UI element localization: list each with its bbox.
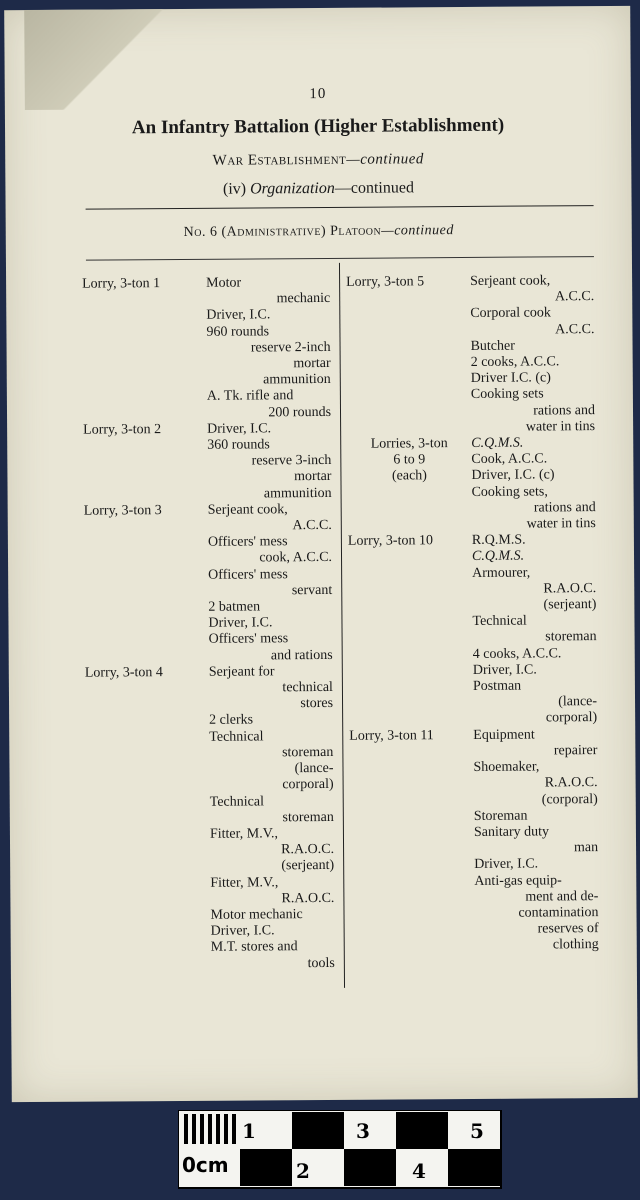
content-line: Motor <box>206 275 242 291</box>
content-item <box>208 599 332 616</box>
content-line: Anti-gas equip- <box>474 872 562 889</box>
page-number: 10 <box>309 85 327 103</box>
content-line: 4 cooks, A.C.C. <box>472 645 562 662</box>
content-line: Driver, I.C. <box>474 856 539 873</box>
content-line: Fitter, M.V., <box>210 874 279 891</box>
content-item <box>208 615 332 632</box>
scale-tick-1: 1 <box>242 1119 256 1143</box>
content-line: Armourer, <box>472 565 531 581</box>
content-line: Serjeant cook, <box>207 502 288 518</box>
content-item <box>211 923 335 940</box>
document-subtitle <box>5 150 631 171</box>
content-line: Butcher <box>470 338 515 354</box>
content-line: ammunition <box>263 485 332 502</box>
left-column <box>82 275 335 973</box>
content-item <box>210 874 334 907</box>
content-line: 200 rounds <box>268 404 332 420</box>
lorry-entry <box>82 275 331 423</box>
scale-block <box>344 1149 396 1186</box>
lorry-label: Lorry, 3-ton 10 <box>347 533 433 550</box>
platoon-heading <box>6 222 632 242</box>
content-item <box>474 856 598 873</box>
content-line: Fitter, M.V., <box>209 826 279 842</box>
content-line: Serjeant for <box>208 664 275 680</box>
content-line: (serjeant) <box>281 858 335 874</box>
platoon-continued: —continued <box>381 223 454 239</box>
lorry-entry <box>347 435 596 534</box>
content-line: A.C.C. <box>555 321 595 337</box>
content-line: Shoemaker, <box>473 759 540 776</box>
column-divider <box>339 263 345 988</box>
content-item <box>210 907 334 924</box>
content-line: mortar <box>293 355 331 372</box>
content-line: A. Tk. rifle and <box>206 388 294 405</box>
content-line: Serjeant cook, <box>470 273 551 289</box>
content-line: 960 rounds <box>206 323 270 340</box>
content-line: storeman <box>282 809 334 825</box>
content-line: 2 clerks <box>209 712 254 729</box>
content-line: reserve 3-inch <box>251 453 332 469</box>
content-item <box>473 759 597 808</box>
content-item <box>211 939 335 972</box>
content-line: 2 cooks, A.C.C. <box>470 354 560 370</box>
scale-block <box>396 1112 448 1149</box>
content-line: ammunition <box>263 372 331 388</box>
scale-block <box>240 1149 292 1186</box>
content-line: Officers' mess <box>208 566 288 583</box>
right-column <box>346 273 599 955</box>
content-item <box>472 484 596 533</box>
content-item <box>472 565 596 614</box>
content-item <box>471 387 595 436</box>
content-line: Sanitary duty <box>473 824 550 840</box>
content-line: mechanic <box>276 291 331 307</box>
content-line: (lance- <box>294 761 334 777</box>
scale-bar <box>178 1110 503 1190</box>
content-item <box>470 305 594 338</box>
content-item <box>209 712 333 729</box>
scale-unit-label: 0cm <box>182 1153 229 1177</box>
lorry-label: Lorries, 3-ton 6 to 9 (each) <box>370 436 448 484</box>
content-line: Motor mechanic <box>210 907 303 923</box>
content-item <box>471 451 595 468</box>
content-line: C.Q.M.S. <box>471 435 524 451</box>
lorry-label: Lorry, 3-ton 2 <box>83 421 162 438</box>
content-item <box>473 678 597 727</box>
lorry-entry <box>348 532 597 728</box>
content-line: Corporal cook <box>470 305 551 322</box>
content-line: mortar <box>294 469 332 485</box>
subtitle-continued: —continued <box>346 151 424 168</box>
scale-tick-5: 5 <box>470 1119 484 1143</box>
content-line: R.A.O.C. <box>281 842 335 858</box>
content-item <box>473 646 597 663</box>
content-line: corporal) <box>282 777 334 793</box>
scale-block <box>448 1149 500 1186</box>
content-line: Equipment <box>473 727 535 743</box>
content-line: Officers' mess <box>208 631 289 648</box>
lorry-contents <box>471 435 596 533</box>
content-item <box>206 307 330 324</box>
lorry-contents <box>208 502 333 665</box>
content-line: cook, A.C.C. <box>259 550 333 566</box>
content-line: servant <box>291 582 333 599</box>
content-item <box>209 664 333 713</box>
content-line: R.A.O.C. <box>543 580 597 597</box>
document-page <box>4 6 638 1102</box>
content-item <box>472 549 596 566</box>
lorry-entry <box>83 421 332 504</box>
content-line: contamination <box>518 904 599 921</box>
content-item <box>472 532 596 549</box>
content-line: R.Q.M.S. <box>471 532 526 549</box>
content-line: M.T. stores and <box>210 939 298 956</box>
lorry-contents <box>206 275 331 422</box>
content-line: and rations <box>270 647 333 664</box>
section-title: Organization <box>250 179 335 198</box>
content-item <box>474 824 598 857</box>
content-item <box>470 273 594 306</box>
content-line: Technical <box>209 729 264 745</box>
section-heading <box>5 178 631 200</box>
lorry-entry <box>349 727 599 956</box>
lorry-entry <box>85 664 335 974</box>
content-line: rations and <box>533 402 596 419</box>
table-rule <box>86 256 594 261</box>
scale-tick-3: 3 <box>356 1119 370 1143</box>
content-line: Cook, A.C.C. <box>471 451 548 468</box>
content-line: clothing <box>552 937 599 953</box>
content-item <box>471 338 595 355</box>
section-prefix: (iv) <box>222 180 251 198</box>
scale-tick-4: 4 <box>412 1159 426 1183</box>
content-line: storeman <box>545 629 597 645</box>
content-line: Driver I.C. (c) <box>470 370 551 387</box>
content-line: Technical <box>209 793 264 810</box>
content-line: (lance- <box>558 694 598 710</box>
content-item <box>207 421 331 438</box>
lorry-contents <box>209 664 335 973</box>
content-line: Driver, I.C. <box>207 421 272 437</box>
content-line: Officers' mess <box>207 534 288 551</box>
section-continued: —continued <box>334 179 414 197</box>
content-line: Driver, I.C. <box>208 615 273 632</box>
content-item <box>471 370 595 387</box>
content-item <box>207 388 331 421</box>
lorry-contents <box>473 727 599 955</box>
lorry-entry <box>84 502 333 666</box>
content-item <box>208 502 332 535</box>
content-item <box>474 873 599 955</box>
content-line: A.C.C. <box>292 517 332 534</box>
content-line: Postman <box>472 678 522 695</box>
header-rule <box>86 205 594 210</box>
subtitle-main: War Establishment <box>212 151 347 169</box>
content-line: reserve 2-inch <box>250 339 331 356</box>
content-line: man <box>573 840 599 856</box>
content-line: 2 batmen <box>208 599 261 615</box>
content-line: repairer <box>553 742 598 759</box>
content-line: tools <box>307 955 335 971</box>
content-line: stores <box>300 696 334 712</box>
content-line: technical <box>282 679 333 696</box>
content-line: Technical <box>472 613 527 630</box>
content-item <box>210 826 334 875</box>
lorry-contents <box>207 421 332 503</box>
content-line: reserves of <box>537 921 599 937</box>
content-item <box>471 354 595 371</box>
content-item <box>209 729 333 795</box>
scale-block <box>344 1112 396 1149</box>
content-item <box>206 324 330 390</box>
content-line: (corporal) <box>541 791 598 807</box>
content-line: water in tins <box>526 516 596 532</box>
scale-tick-2: 2 <box>296 1159 310 1183</box>
content-item <box>473 662 597 679</box>
content-item <box>471 435 595 452</box>
content-line: C.Q.M.S. <box>471 549 525 565</box>
content-item <box>473 727 597 760</box>
lorry-label: Lorry, 3-ton 3 <box>83 502 162 519</box>
content-line: Cooking sets <box>470 386 544 403</box>
content-item <box>207 437 331 503</box>
content-item <box>474 808 598 825</box>
content-item <box>472 613 596 646</box>
content-line: rations and <box>533 499 596 516</box>
platoon-main: No. 6 (Administrative) Platoon <box>183 223 382 240</box>
lorry-label: Lorry, 3-ton 1 <box>82 276 161 292</box>
content-item <box>208 534 332 567</box>
content-line: 360 rounds <box>207 437 270 453</box>
content-line: ment and de- <box>525 888 599 905</box>
content-line: (serjeant) <box>543 597 597 613</box>
lorry-label: Lorry, 3-ton 11 <box>349 727 434 744</box>
scale-block <box>292 1112 344 1149</box>
content-line: Driver, I.C. <box>206 307 271 324</box>
content-item <box>209 631 333 664</box>
content-line: R.A.O.C. <box>544 775 598 791</box>
content-line: Cooking sets, <box>471 484 548 500</box>
content-item <box>208 567 332 600</box>
content-item <box>206 275 330 308</box>
content-item <box>210 793 334 826</box>
lorry-entry <box>346 273 595 437</box>
document-title: An Infantry Battalion (Higher Establishment) <box>131 114 505 139</box>
lorry-contents <box>470 273 595 436</box>
content-line: storeman <box>282 744 334 761</box>
content-line: water in tins <box>525 418 596 435</box>
content-line: A.C.C. <box>554 289 595 305</box>
lorry-label: Lorry, 3-ton 5 <box>346 274 425 290</box>
content-item <box>471 468 595 485</box>
content-line: Driver, I.C. (c) <box>471 467 555 484</box>
content-line: Driver, I.C. <box>472 662 537 678</box>
lorry-contents <box>472 532 597 727</box>
content-line: R.A.O.C. <box>281 890 335 907</box>
lorry-label: Lorry, 3-ton 4 <box>84 664 163 681</box>
content-line: Driver, I.C. <box>210 923 275 939</box>
content-line: corporal) <box>545 710 598 726</box>
content-line: Storeman <box>473 808 528 824</box>
